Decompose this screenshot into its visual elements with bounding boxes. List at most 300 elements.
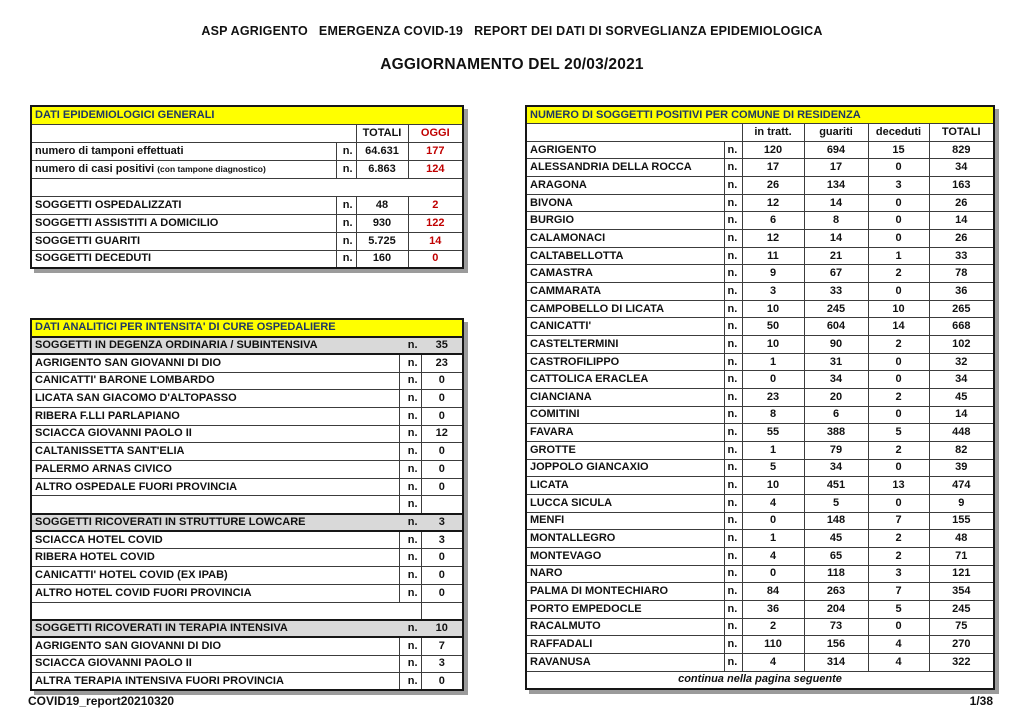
report-title: AGGIORNAMENTO DEL 20/03/2021 [380, 56, 644, 73]
n-abbrev: n. [724, 177, 742, 195]
cell-deceduti: 10 [868, 300, 929, 318]
cell-in-tratt: 2 [742, 618, 804, 636]
cell-in-tratt: 1 [742, 530, 804, 548]
n-abbrev: n. [399, 584, 421, 602]
cell-guariti: 451 [804, 477, 868, 495]
table-row [31, 425, 463, 443]
table-row [526, 424, 994, 442]
cell-totali: 322 [929, 653, 994, 671]
cell-in-tratt: 0 [742, 512, 804, 530]
cell-deceduti: 0 [868, 230, 929, 248]
subheader-row [31, 337, 463, 355]
row-label-text: numero di tamponi effettuati [35, 144, 184, 157]
cell-deceduti: 2 [868, 547, 929, 565]
cell-in-tratt: 55 [742, 424, 804, 442]
cell-guariti: 73 [804, 618, 868, 636]
cell-guariti: 79 [804, 441, 868, 459]
cell-in-tratt: 26 [742, 177, 804, 195]
cell-deceduti: 0 [868, 459, 929, 477]
cell-guariti: 118 [804, 565, 868, 583]
cell-deceduti: 0 [868, 618, 929, 636]
cell-deceduti: 5 [868, 600, 929, 618]
table-row [526, 653, 994, 671]
table-row [526, 477, 994, 495]
table-row [31, 531, 463, 549]
table-row [526, 459, 994, 477]
cell-totali: 270 [929, 636, 994, 654]
cell-in-tratt: 6 [742, 212, 804, 230]
cell-in-tratt: 3 [742, 283, 804, 301]
comune-name: BIVONA [526, 194, 724, 212]
table-row [526, 618, 994, 636]
n-abbrev: n. [399, 496, 421, 514]
blank-cell [31, 602, 421, 620]
n-abbrev: n. [724, 265, 742, 283]
table-title: DATI ANALITICI PER INTENSITA' DI CURE OSPEDALIERE [31, 319, 463, 337]
cell-totali: 48 [929, 530, 994, 548]
n-abbrev: n. [724, 406, 742, 424]
table-row [31, 443, 463, 461]
comune-name: BURGIO [526, 212, 724, 230]
table-row [526, 583, 994, 601]
cell-guariti: 31 [804, 353, 868, 371]
table-row [31, 549, 463, 567]
table-row [31, 567, 463, 585]
row-label [31, 214, 336, 232]
comune-name: COMITINI [526, 406, 724, 424]
cell-guariti: 21 [804, 247, 868, 265]
table-row [526, 565, 994, 583]
cell-deceduti: 2 [868, 441, 929, 459]
document-id: COVID19_report20210320 [28, 694, 175, 708]
table-row [31, 461, 463, 479]
row-label [31, 232, 336, 250]
report-header: ASP AGRIGENTO EMERGENZA COVID-19 REPORT DEI DATI DI SORVEGLIANZA EPIDEMIOLOGICA [201, 24, 823, 38]
cell-in-tratt: 5 [742, 459, 804, 477]
table-title: NUMERO DI SOGGETTI POSITIVI PER COMUNE DI RESIDENZA [526, 106, 994, 124]
row-value: 10 [421, 620, 463, 638]
cell-totali: 75 [929, 618, 994, 636]
row-label: SOGGETTI RICOVERATI IN STRUTTURE LOWCARE [31, 514, 399, 532]
table-row [526, 265, 994, 283]
cell-guariti: 90 [804, 336, 868, 354]
table-row [31, 496, 463, 514]
cell-guariti: 314 [804, 653, 868, 671]
cell-totali: 668 [929, 318, 994, 336]
n-abbrev: n. [399, 673, 421, 691]
cell-totale: 5.725 [356, 232, 408, 250]
table-row [526, 212, 994, 230]
table-row [526, 318, 994, 336]
row-label: ALTRO OSPEDALE FUORI PROVINCIA [31, 478, 399, 496]
column-header-row [526, 124, 994, 142]
cell-in-tratt: 8 [742, 406, 804, 424]
column-header-guariti: guariti [804, 124, 868, 142]
blank-value [421, 602, 463, 620]
cell-guariti: 8 [804, 212, 868, 230]
row-value: 0 [421, 407, 463, 425]
comuni-positives-table [525, 105, 995, 690]
cell-guariti: 17 [804, 159, 868, 177]
cell-totali: 14 [929, 212, 994, 230]
row-label [31, 496, 399, 514]
page-number: 1/38 [969, 694, 993, 708]
cell-in-tratt: 1 [742, 353, 804, 371]
n-abbrev: n. [724, 583, 742, 601]
comune-name: CANICATTI' [526, 318, 724, 336]
cell-deceduti: 13 [868, 477, 929, 495]
column-header-totali: TOTALI [356, 124, 408, 142]
row-label: SCIACCA HOTEL COVID [31, 531, 399, 549]
row-label: RIBERA HOTEL COVID [31, 549, 399, 567]
comune-name: LICATA [526, 477, 724, 495]
comune-name: MONTEVAGO [526, 547, 724, 565]
n-abbrev: n. [724, 371, 742, 389]
cell-totali: 448 [929, 424, 994, 442]
row-label: AGRIGENTO SAN GIOVANNI DI DIO [31, 354, 399, 372]
table-row [526, 247, 994, 265]
row-label [31, 160, 336, 178]
cell-totali: 14 [929, 406, 994, 424]
cell-guariti: 204 [804, 600, 868, 618]
row-value: 0 [421, 584, 463, 602]
table-row [526, 159, 994, 177]
row-value: 0 [421, 372, 463, 390]
cell-guariti: 245 [804, 300, 868, 318]
cell-guariti: 34 [804, 459, 868, 477]
table-title-row [526, 106, 994, 124]
column-header-deceduti: deceduti [868, 124, 929, 142]
comune-name: CALTABELLOTTA [526, 247, 724, 265]
row-value: 35 [421, 337, 463, 355]
table-row [31, 655, 463, 673]
table-title-row [31, 106, 463, 124]
n-abbrev: n. [724, 318, 742, 336]
comune-name: ARAGONA [526, 177, 724, 195]
table-row [526, 600, 994, 618]
cell-in-tratt: 110 [742, 636, 804, 654]
row-value: 0 [421, 390, 463, 408]
subheader-row [31, 620, 463, 638]
n-abbrev: n. [336, 232, 356, 250]
table-row [526, 530, 994, 548]
row-value: 0 [421, 549, 463, 567]
row-value: 0 [421, 478, 463, 496]
cell-totale: 930 [356, 214, 408, 232]
table-row [526, 547, 994, 565]
cell-totali: 354 [929, 583, 994, 601]
cell-oggi: 177 [408, 142, 463, 160]
table-row [526, 406, 994, 424]
row-value: 7 [421, 637, 463, 655]
n-abbrev: n. [399, 567, 421, 585]
cell-in-tratt: 10 [742, 477, 804, 495]
n-abbrev: n. [399, 390, 421, 408]
comune-name: GROTTE [526, 441, 724, 459]
cell-totali: 71 [929, 547, 994, 565]
n-abbrev: n. [336, 160, 356, 178]
cell-totale: 6.863 [356, 160, 408, 178]
subheader-row [31, 514, 463, 532]
row-value: 0 [421, 673, 463, 691]
blank-cell [31, 124, 356, 142]
cell-in-tratt: 4 [742, 653, 804, 671]
table-row [526, 230, 994, 248]
row-label: CALTANISSETTA SANT'ELIA [31, 443, 399, 461]
cell-deceduti: 0 [868, 406, 929, 424]
cell-deceduti: 7 [868, 512, 929, 530]
table-title: DATI EPIDEMIOLOGICI GENERALI [31, 106, 463, 124]
table-row [526, 353, 994, 371]
cell-deceduti: 1 [868, 247, 929, 265]
row-label: LICATA SAN GIACOMO D'ALTOPASSO [31, 390, 399, 408]
n-abbrev: n. [724, 618, 742, 636]
table-row [31, 584, 463, 602]
cell-deceduti: 0 [868, 353, 929, 371]
comune-name: JOPPOLO GIANCAXIO [526, 459, 724, 477]
table-row [526, 300, 994, 318]
cell-totali: 26 [929, 194, 994, 212]
cell-totali: 36 [929, 283, 994, 301]
n-abbrev: n. [724, 441, 742, 459]
cell-in-tratt: 50 [742, 318, 804, 336]
n-abbrev: n. [399, 655, 421, 673]
epidemiological-general-table [30, 105, 464, 269]
row-value: 0 [421, 567, 463, 585]
table-row [526, 336, 994, 354]
row-label: ALTRO HOTEL COVID FUORI PROVINCIA [31, 584, 399, 602]
cell-totali: 39 [929, 459, 994, 477]
n-abbrev: n. [724, 424, 742, 442]
cell-deceduti: 2 [868, 336, 929, 354]
cell-totali: 121 [929, 565, 994, 583]
cell-guariti: 694 [804, 141, 868, 159]
cell-totale: 64.631 [356, 142, 408, 160]
cell-oggi: 2 [408, 196, 463, 214]
cell-deceduti: 0 [868, 194, 929, 212]
table-row [526, 194, 994, 212]
row-label: CANICATTI' HOTEL COVID (EX IPAB) [31, 567, 399, 585]
row-label [31, 196, 336, 214]
cell-guariti: 263 [804, 583, 868, 601]
cell-totali: 163 [929, 177, 994, 195]
comune-name: MONTALLEGRO [526, 530, 724, 548]
cell-oggi: 14 [408, 232, 463, 250]
n-abbrev: n. [399, 407, 421, 425]
comune-name: CAMMARATA [526, 283, 724, 301]
row-label [31, 250, 336, 268]
n-abbrev: n. [724, 230, 742, 248]
table-row [31, 232, 463, 250]
spacer-row [31, 602, 463, 620]
n-abbrev: n. [724, 389, 742, 407]
cell-guariti: 20 [804, 389, 868, 407]
cell-deceduti: 14 [868, 318, 929, 336]
n-abbrev: n. [724, 336, 742, 354]
n-abbrev: n. [336, 196, 356, 214]
comune-name: CAMASTRA [526, 265, 724, 283]
n-abbrev: n. [399, 372, 421, 390]
cell-in-tratt: 0 [742, 565, 804, 583]
cell-oggi: 122 [408, 214, 463, 232]
comune-name: CIANCIANA [526, 389, 724, 407]
cell-deceduti: 7 [868, 583, 929, 601]
cell-totali: 474 [929, 477, 994, 495]
table-row [31, 142, 463, 160]
comune-name: CATTOLICA ERACLEA [526, 371, 724, 389]
comune-name: RAVANUSA [526, 653, 724, 671]
cell-in-tratt: 10 [742, 336, 804, 354]
cell-deceduti: 3 [868, 565, 929, 583]
n-abbrev: n. [724, 141, 742, 159]
n-abbrev: n. [724, 477, 742, 495]
cell-guariti: 388 [804, 424, 868, 442]
table-row [526, 283, 994, 301]
spacer-row-cell [31, 178, 463, 196]
n-abbrev: n. [336, 142, 356, 160]
row-label: SOGGETTI IN DEGENZA ORDINARIA / SUBINTENSIVA [31, 337, 399, 355]
n-abbrev: n. [724, 159, 742, 177]
cell-deceduti: 0 [868, 371, 929, 389]
table-row [31, 637, 463, 655]
table-row [31, 178, 463, 196]
comune-name: NARO [526, 565, 724, 583]
row-label: SCIACCA GIOVANNI PAOLO II [31, 655, 399, 673]
cell-totali: 102 [929, 336, 994, 354]
table-row [31, 390, 463, 408]
n-abbrev: n. [399, 337, 421, 355]
table-row [31, 673, 463, 691]
n-abbrev: n. [724, 530, 742, 548]
n-abbrev: n. [399, 549, 421, 567]
row-label-text: numero di casi positivi [35, 162, 155, 175]
row-value [421, 496, 463, 514]
cell-in-tratt: 12 [742, 230, 804, 248]
n-abbrev: n. [724, 353, 742, 371]
cell-guariti: 14 [804, 230, 868, 248]
comune-name: AGRIGENTO [526, 141, 724, 159]
n-abbrev: n. [724, 653, 742, 671]
row-label: SCIACCA GIOVANNI PAOLO II [31, 425, 399, 443]
n-abbrev: n. [336, 214, 356, 232]
cell-guariti: 33 [804, 283, 868, 301]
n-abbrev: n. [724, 300, 742, 318]
cell-totali: 34 [929, 371, 994, 389]
row-label-text: SOGGETTI GUARITI [35, 234, 141, 247]
cell-in-tratt: 9 [742, 265, 804, 283]
n-abbrev: n. [724, 636, 742, 654]
table-row [31, 478, 463, 496]
column-header-totali: TOTALI [929, 124, 994, 142]
comune-name: PALMA DI MONTECHIARO [526, 583, 724, 601]
n-abbrev: n. [724, 283, 742, 301]
cell-deceduti: 0 [868, 212, 929, 230]
table-row [526, 441, 994, 459]
row-label-text: SOGGETTI OSPEDALIZZATI [35, 198, 182, 211]
n-abbrev: n. [724, 212, 742, 230]
cell-deceduti: 4 [868, 653, 929, 671]
cell-totali: 9 [929, 494, 994, 512]
n-abbrev: n. [399, 620, 421, 638]
n-abbrev: n. [724, 547, 742, 565]
cell-in-tratt: 84 [742, 583, 804, 601]
comune-name: CASTROFILIPPO [526, 353, 724, 371]
cell-totali: 78 [929, 265, 994, 283]
column-header-in-tratt: in tratt. [742, 124, 804, 142]
n-abbrev: n. [399, 637, 421, 655]
row-value: 0 [421, 443, 463, 461]
row-value: 3 [421, 531, 463, 549]
comune-name: LUCCA SICULA [526, 494, 724, 512]
cell-guariti: 156 [804, 636, 868, 654]
cell-in-tratt: 1 [742, 441, 804, 459]
cell-totali: 45 [929, 389, 994, 407]
cell-totali: 245 [929, 600, 994, 618]
cell-deceduti: 3 [868, 177, 929, 195]
cell-deceduti: 4 [868, 636, 929, 654]
table-row [526, 177, 994, 195]
row-label: ALTRA TERAPIA INTENSIVA FUORI PROVINCIA [31, 673, 399, 691]
cell-totali: 26 [929, 230, 994, 248]
cell-deceduti: 2 [868, 530, 929, 548]
table-row [31, 407, 463, 425]
table-row [31, 372, 463, 390]
cell-totali: 82 [929, 441, 994, 459]
table-row [526, 512, 994, 530]
table-title-row [31, 319, 463, 337]
cell-totali: 33 [929, 247, 994, 265]
column-header-row [31, 124, 463, 142]
n-abbrev: n. [724, 512, 742, 530]
cell-deceduti: 0 [868, 159, 929, 177]
comune-name: RACALMUTO [526, 618, 724, 636]
n-abbrev: n. [724, 459, 742, 477]
n-abbrev: n. [399, 514, 421, 532]
comune-name: PORTO EMPEDOCLE [526, 600, 724, 618]
comune-name: CASTELTERMINI [526, 336, 724, 354]
cell-oggi: 124 [408, 160, 463, 178]
n-abbrev: n. [724, 194, 742, 212]
cell-oggi: 0 [408, 250, 463, 268]
n-abbrev: n. [399, 354, 421, 372]
cell-totali: 32 [929, 353, 994, 371]
cell-deceduti: 0 [868, 494, 929, 512]
cell-in-tratt: 17 [742, 159, 804, 177]
cell-in-tratt: 10 [742, 300, 804, 318]
comune-name: FAVARA [526, 424, 724, 442]
cell-guariti: 34 [804, 371, 868, 389]
row-label: PALERMO ARNAS CIVICO [31, 461, 399, 479]
n-abbrev: n. [724, 600, 742, 618]
cell-deceduti: 0 [868, 283, 929, 301]
n-abbrev: n. [399, 425, 421, 443]
cell-guariti: 5 [804, 494, 868, 512]
cell-guariti: 67 [804, 265, 868, 283]
table-row [526, 636, 994, 654]
row-value: 23 [421, 354, 463, 372]
cell-in-tratt: 36 [742, 600, 804, 618]
cell-deceduti: 5 [868, 424, 929, 442]
cell-guariti: 65 [804, 547, 868, 565]
column-header-oggi: OGGI [408, 124, 463, 142]
cell-guariti: 148 [804, 512, 868, 530]
cell-in-tratt: 4 [742, 547, 804, 565]
n-abbrev: n. [336, 250, 356, 268]
comune-name: CAMPOBELLO DI LICATA [526, 300, 724, 318]
cell-guariti: 14 [804, 194, 868, 212]
label-note: (con tampone diagnostico) [157, 163, 266, 174]
cell-in-tratt: 23 [742, 389, 804, 407]
